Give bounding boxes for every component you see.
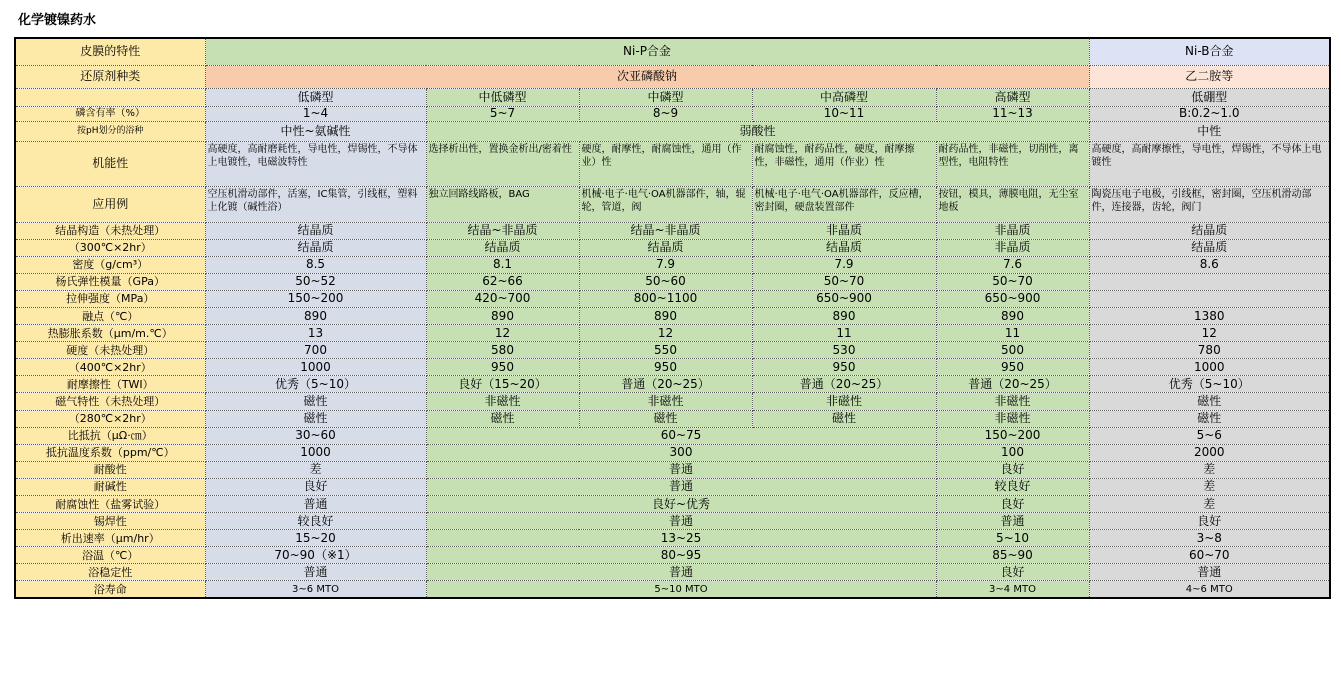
data-cell: 1000 xyxy=(205,359,426,376)
data-cell: 50~70 xyxy=(936,273,1089,290)
data-cell: 8.5 xyxy=(205,256,426,273)
content-cell: 1~4 xyxy=(205,106,426,121)
data-cell: 550 xyxy=(579,342,752,359)
data-cell: 磁性 xyxy=(205,393,426,410)
data-cell: 890 xyxy=(579,307,752,324)
data-cell: 700 xyxy=(205,342,426,359)
data-cell: 良好 xyxy=(936,461,1089,478)
data-cell: 磁性 xyxy=(1089,393,1330,410)
data-cell: 磁性 xyxy=(752,410,936,427)
data-cell: 磁性 xyxy=(205,410,426,427)
application-cell: 陶瓷压电子电极，引线框，密封圈，空压机滑动部件，连接器，齿轮，阀门 xyxy=(1089,186,1330,222)
reducer-label: 还原剂种类 xyxy=(15,65,205,88)
row-label: （280℃×2hr） xyxy=(15,410,205,427)
data-cell: 良好 xyxy=(1089,513,1330,530)
application-label: 应用例 xyxy=(15,186,205,222)
data-cell: 890 xyxy=(936,307,1089,324)
data-cell: 3~4 MTO xyxy=(936,581,1089,598)
nip-alloy-header: Ni-P合金 xyxy=(205,38,1089,65)
row-label: 析出速率（μm/hr） xyxy=(15,530,205,547)
type-label xyxy=(15,88,205,106)
ph-label: 按pH划分的浴种 xyxy=(15,121,205,141)
row-label: （300℃×2hr） xyxy=(15,239,205,256)
data-cell: 60~70 xyxy=(1089,547,1330,564)
data-cell: 890 xyxy=(752,307,936,324)
data-cell: 100 xyxy=(936,444,1089,461)
header-row-film xyxy=(15,38,1330,65)
data-cell: 13~25 xyxy=(426,530,936,547)
data-cell: 磁性 xyxy=(426,410,579,427)
row-label: 耐酸性 xyxy=(15,461,205,478)
table-row xyxy=(15,513,1330,530)
data-cell: 非晶质 xyxy=(936,222,1089,239)
data-cell: 950 xyxy=(426,359,579,376)
data-cell: 优秀（5~10） xyxy=(205,376,426,393)
data-cell: 15~20 xyxy=(205,530,426,547)
row-label: 耐腐蚀性（盐雾试验） xyxy=(15,496,205,513)
type-cell: 中磷型 xyxy=(579,88,752,106)
data-cell: 普通 xyxy=(936,513,1089,530)
table-row xyxy=(15,444,1330,461)
data-cell: 磁性 xyxy=(579,410,752,427)
data-cell: 5~10 xyxy=(936,530,1089,547)
data-cell: 普通（20~25） xyxy=(752,376,936,393)
data-cell: 11 xyxy=(752,325,936,342)
data-cell: 非磁性 xyxy=(426,393,579,410)
data-cell: 结晶质 xyxy=(752,239,936,256)
application-cell: 机械·电子·电气·OA机器部件，反应槽，密封圈，硬盘装置部件 xyxy=(752,186,936,222)
data-cell: 普通 xyxy=(1089,564,1330,581)
reducer-b: 乙二胺等 xyxy=(1089,65,1330,88)
data-cell: 5~6 xyxy=(1089,427,1330,444)
data-cell: 结晶~非晶质 xyxy=(579,222,752,239)
function-cell: 耐药品性，非磁性，切削性，离型性，电阻特性 xyxy=(936,141,1089,186)
data-cell: 50~52 xyxy=(205,273,426,290)
data-cell: 1380 xyxy=(1089,307,1330,324)
table-row xyxy=(15,427,1330,444)
table-row xyxy=(15,256,1330,273)
page-title: 化学镀镍药水 xyxy=(18,13,97,28)
function-cell: 耐腐蚀性，耐药品性，硬度，耐摩擦性，非磁性，通用（作业）性 xyxy=(752,141,936,186)
data-cell: 50~60 xyxy=(579,273,752,290)
data-cell: 300 xyxy=(426,444,936,461)
header-row-content xyxy=(15,106,1330,121)
data-cell: 5~10 MTO xyxy=(426,581,936,598)
function-cell: 高硬度，高耐摩擦性，导电性，焊锡性，不导体上电镀性 xyxy=(1089,141,1330,186)
data-cell: 非晶质 xyxy=(936,239,1089,256)
data-cell: 差 xyxy=(205,461,426,478)
data-cell: 60~75 xyxy=(426,427,936,444)
ph-cell: 弱酸性 xyxy=(426,121,1089,141)
data-cell: 良好（15~20） xyxy=(426,376,579,393)
table-row xyxy=(15,222,1330,239)
table-row xyxy=(15,410,1330,427)
data-cell: 普通（20~25） xyxy=(936,376,1089,393)
data-cell: 12 xyxy=(579,325,752,342)
data-cell: 非磁性 xyxy=(752,393,936,410)
row-label: 浴寿命 xyxy=(15,581,205,598)
data-cell: 650~900 xyxy=(936,290,1089,307)
data-cell: 950 xyxy=(752,359,936,376)
data-cell: 较良好 xyxy=(205,513,426,530)
data-cell: 890 xyxy=(205,307,426,324)
row-label: 耐摩擦性（TWI） xyxy=(15,376,205,393)
data-cell: 非磁性 xyxy=(936,393,1089,410)
header-row-reducer xyxy=(15,65,1330,88)
data-cell: 普通（20~25） xyxy=(579,376,752,393)
data-cell: 结晶质 xyxy=(426,239,579,256)
data-cell: 结晶~非晶质 xyxy=(426,222,579,239)
data-cell: 结晶质 xyxy=(1089,239,1330,256)
table-row xyxy=(15,376,1330,393)
type-cell: 中低磷型 xyxy=(426,88,579,106)
data-cell: 非磁性 xyxy=(936,410,1089,427)
application-cell: 空压机滑动部件，活塞，IC集管，引线框，塑料上化镀（碱性浴） xyxy=(205,186,426,222)
table-row xyxy=(15,581,1330,598)
data-cell: 差 xyxy=(1089,478,1330,495)
type-cell: 中高磷型 xyxy=(752,88,936,106)
content-cell: B:0.2~1.0 xyxy=(1089,106,1330,121)
data-cell: 150~200 xyxy=(205,290,426,307)
function-cell: 硬度，耐摩性，耐腐蚀性，通用（作业）性 xyxy=(579,141,752,186)
data-cell: 150~200 xyxy=(936,427,1089,444)
data-cell: 普通 xyxy=(205,496,426,513)
nib-alloy-header: Ni-B合金 xyxy=(1089,38,1330,65)
content-cell: 10~11 xyxy=(752,106,936,121)
data-cell: 较良好 xyxy=(936,478,1089,495)
row-label: 抵抗温度系数（ppm/℃） xyxy=(15,444,205,461)
data-cell: 磁性 xyxy=(1089,410,1330,427)
content-cell: 8~9 xyxy=(579,106,752,121)
table-row xyxy=(15,359,1330,376)
row-label: 热膨胀系数（μm/m.℃） xyxy=(15,325,205,342)
data-cell: 结晶质 xyxy=(205,222,426,239)
type-cell: 低硼型 xyxy=(1089,88,1330,106)
data-cell: 530 xyxy=(752,342,936,359)
data-cell: 8.6 xyxy=(1089,256,1330,273)
data-cell: 50~70 xyxy=(752,273,936,290)
plating-spec-table xyxy=(14,37,1331,599)
row-label: 融点（℃） xyxy=(15,307,205,324)
data-cell: 950 xyxy=(936,359,1089,376)
data-cell: 3~8 xyxy=(1089,530,1330,547)
data-cell: 70~90（※1） xyxy=(205,547,426,564)
table-row xyxy=(15,564,1330,581)
table-row xyxy=(15,496,1330,513)
data-cell: 3~6 MTO xyxy=(205,581,426,598)
data-cell: 1000 xyxy=(1089,359,1330,376)
data-cell: 差 xyxy=(1089,496,1330,513)
row-label: 浴稳定性 xyxy=(15,564,205,581)
row-label: 锡焊性 xyxy=(15,513,205,530)
data-cell: 80~95 xyxy=(426,547,936,564)
data-cell: 780 xyxy=(1089,342,1330,359)
data-cell: 890 xyxy=(426,307,579,324)
application-row xyxy=(15,186,1330,222)
function-label: 机能性 xyxy=(15,141,205,186)
table-row xyxy=(15,239,1330,256)
row-label: 比抵抗（μΩ·㎝） xyxy=(15,427,205,444)
row-label: 浴温（℃） xyxy=(15,547,205,564)
data-cell: 良好 xyxy=(936,564,1089,581)
application-cell: 机械·电子·电气·OA机器部件，轴，辊轮，管道，阀 xyxy=(579,186,752,222)
data-cell: 1000 xyxy=(205,444,426,461)
data-cell: 非磁性 xyxy=(579,393,752,410)
data-cell: 62~66 xyxy=(426,273,579,290)
table-row xyxy=(15,530,1330,547)
table-row xyxy=(15,547,1330,564)
content-cell: 5~7 xyxy=(426,106,579,121)
application-cell: 独立回路线路板，BAG xyxy=(426,186,579,222)
data-cell: 良好~优秀 xyxy=(426,496,936,513)
data-cell: 8.1 xyxy=(426,256,579,273)
table-row xyxy=(15,307,1330,324)
data-cell: 420~700 xyxy=(426,290,579,307)
data-cell: 优秀（5~10） xyxy=(1089,376,1330,393)
table-row xyxy=(15,290,1330,307)
application-cell: 按钮，模具，薄膜电阻，无尘室地板 xyxy=(936,186,1089,222)
data-cell: 13 xyxy=(205,325,426,342)
reducer-p: 次亚磷酸钠 xyxy=(205,65,1089,88)
data-cell: 85~90 xyxy=(936,547,1089,564)
row-label: 硬度（未热处理） xyxy=(15,342,205,359)
data-cell: 950 xyxy=(579,359,752,376)
data-cell: 普通 xyxy=(426,478,936,495)
function-cell: 选择析出性，置换金析出/密着性 xyxy=(426,141,579,186)
data-cell: 4~6 MTO xyxy=(1089,581,1330,598)
data-cell: 普通 xyxy=(426,461,936,478)
data-cell: 12 xyxy=(1089,325,1330,342)
data-cell: 普通 xyxy=(426,564,936,581)
row-label: （400℃×2hr） xyxy=(15,359,205,376)
table-row xyxy=(15,478,1330,495)
table-row xyxy=(15,461,1330,478)
data-cell: 12 xyxy=(426,325,579,342)
header-row-types xyxy=(15,88,1330,106)
data-cell: 普通 xyxy=(426,513,936,530)
header-row-ph xyxy=(15,121,1330,141)
data-cell: 500 xyxy=(936,342,1089,359)
data-cell: 结晶质 xyxy=(205,239,426,256)
function-cell: 高硬度，高耐磨耗性，导电性，焊锡性，不导体上电镀性，电磁波特性 xyxy=(205,141,426,186)
data-cell: 普通 xyxy=(205,564,426,581)
table-row xyxy=(15,273,1330,290)
data-cell: 结晶质 xyxy=(579,239,752,256)
data-cell xyxy=(1089,290,1330,307)
data-cell: 800~1100 xyxy=(579,290,752,307)
data-cell xyxy=(1089,273,1330,290)
row-label: 耐碱性 xyxy=(15,478,205,495)
data-cell: 良好 xyxy=(205,478,426,495)
table-row xyxy=(15,325,1330,342)
row-label: 拉伸强度（MPa） xyxy=(15,290,205,307)
data-cell: 非晶质 xyxy=(752,222,936,239)
data-cell: 良好 xyxy=(936,496,1089,513)
data-cell: 7.9 xyxy=(752,256,936,273)
table-row xyxy=(15,393,1330,410)
film-label: 皮膜的特性 xyxy=(15,38,205,65)
data-cell: 7.6 xyxy=(936,256,1089,273)
data-cell: 30~60 xyxy=(205,427,426,444)
function-row xyxy=(15,141,1330,186)
data-cell: 580 xyxy=(426,342,579,359)
type-cell: 低磷型 xyxy=(205,88,426,106)
data-cell: 结晶质 xyxy=(1089,222,1330,239)
row-label: 杨氏弹性模量（GPa） xyxy=(15,273,205,290)
row-label: 结晶构造（未热处理） xyxy=(15,222,205,239)
content-label: 磷含有率（%） xyxy=(15,106,205,121)
ph-cell: 中性 xyxy=(1089,121,1330,141)
data-cell: 差 xyxy=(1089,461,1330,478)
row-label: 磁气特性（未热处理） xyxy=(15,393,205,410)
data-cell: 650~900 xyxy=(752,290,936,307)
data-cell: 2000 xyxy=(1089,444,1330,461)
content-cell: 11~13 xyxy=(936,106,1089,121)
data-cell: 11 xyxy=(936,325,1089,342)
ph-cell: 中性~氨碱性 xyxy=(205,121,426,141)
table-row xyxy=(15,342,1330,359)
type-cell: 高磷型 xyxy=(936,88,1089,106)
data-cell: 7.9 xyxy=(579,256,752,273)
row-label: 密度（g/cm³） xyxy=(15,256,205,273)
